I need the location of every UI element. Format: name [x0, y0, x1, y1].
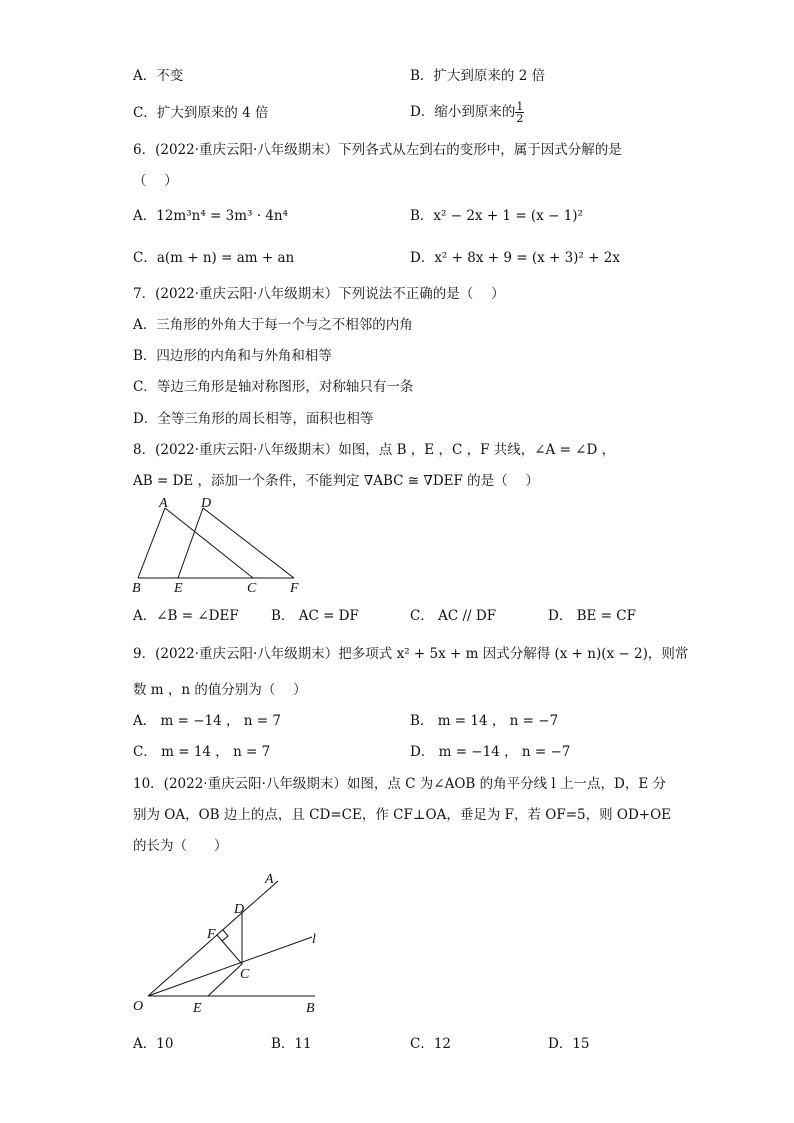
q9-stem-line1: 9．(2022·重庆云阳·八年级期末）把多项式 x² + 5x + m 因式分解得 (x + n)(x − 2)，则常: [133, 646, 689, 662]
label-o: O: [133, 999, 144, 1014]
q8-triangle-figure: [125, 495, 325, 600]
q10-stem-line1: 10．(2022·重庆云阳·八年级期末）如图，点 C 为∠AOB 的角平分线 l 上一点，D，E 分: [133, 776, 667, 792]
segment-ba: [138, 508, 165, 578]
q7-option-d: D．全等三角形的周长相等，面积也相等: [133, 411, 374, 427]
q5-option-d: [410, 101, 524, 124]
segment-ac: [165, 508, 253, 578]
label-b: B: [132, 581, 141, 596]
right-angle-mark: [222, 930, 228, 941]
q8-option-c: C． AC // DF: [410, 608, 497, 624]
q5-option-b: B．扩大到原来的 2 倍: [410, 68, 546, 84]
bisector-l: [148, 937, 312, 996]
q10-option-c: C．12: [410, 1036, 452, 1052]
q10-stem-line3: 的长为（ ）: [133, 838, 228, 854]
q6-stem: 6．(2022·重庆云阳·八年级期末）下列各式从左到右的变形中，属于因式分解的是: [133, 142, 622, 158]
q5-option-c: C．扩大到原来的 4 倍: [133, 105, 269, 121]
q9-option-b: B． m = 14 ， n = −7: [410, 713, 559, 729]
q6-blank: （ ）: [133, 173, 178, 189]
label-e: E: [174, 581, 183, 596]
fraction-numerator: 1: [516, 100, 524, 113]
q6-option-a: A．12m³n⁴ = 3m³ · 4n⁴: [133, 208, 289, 224]
label-c: C: [247, 581, 257, 596]
label-e: E: [193, 1001, 202, 1016]
q9-option-a: A． m = −14 ， n = 7: [133, 713, 281, 729]
label-a: A: [265, 872, 274, 887]
q7-option-c: C．等边三角形是轴对称图形，对称轴只有一条: [133, 379, 414, 395]
q9-option-c: C． m = 14 ， n = 7: [133, 744, 271, 760]
q10-option-d: D．15: [548, 1036, 590, 1052]
q7-option-b: B．四边形的内角和与外角和相等: [133, 348, 332, 364]
label-c: C: [240, 967, 250, 982]
q10-option-a: A．10: [133, 1036, 174, 1052]
q10-stem-line2: 别为 OA，OB 边上的点，且 CD=CE，作 CF⊥OA，垂足为 F，若 OF=5，则 OD+OE: [133, 807, 672, 823]
label-l: l: [312, 932, 316, 947]
q8-option-a: A．∠B = ∠DEF: [133, 608, 239, 624]
label-d: D: [234, 902, 245, 917]
q6-option-d: D．x² + 8x + 9 = (x + 3)² + 2x: [410, 250, 620, 266]
q6-option-b: B．x² − 2x + 1 = (x − 1)²: [410, 208, 583, 224]
q5-option-a: A．不变: [133, 68, 184, 84]
label-d: D: [201, 496, 212, 511]
q8-stem-line1: 8．(2022·重庆云阳·八年级期末）如图，点 B ，E ，C ，F 共线，∠A = ∠D ，: [133, 442, 616, 458]
segment-ed: [178, 508, 203, 578]
fraction-denominator: 2: [516, 112, 524, 125]
q8-stem-line2: AB = DE ，添加一个条件，不能判定 ∇ABC ≅ ∇DEF 的是（ ）: [133, 473, 539, 489]
q5-option-d-fraction: [515, 101, 524, 124]
q9-option-d: D． m = −14 ， n = −7: [410, 744, 571, 760]
q5-option-d-text: D．缩小到原来的: [410, 104, 516, 120]
q10-option-b: B．11: [271, 1036, 312, 1052]
q6-option-c: C．a(m + n) = am + an: [133, 250, 295, 266]
label-b: B: [306, 1001, 315, 1016]
segment-fc: [217, 935, 242, 964]
q7-stem: 7．(2022·重庆云阳·八年级期末）下列说法不正确的是（ ）: [133, 286, 505, 302]
label-f: F: [290, 581, 299, 596]
q8-option-d: D． BE = CF: [548, 608, 636, 624]
label-a: A: [159, 496, 168, 511]
label-f: F: [207, 927, 216, 942]
q7-option-a: A．三角形的外角大于每一个与之不相邻的内角: [133, 317, 413, 333]
q8-option-b: B． AC = DF: [271, 608, 359, 624]
q9-stem-line2: 数 m ，n 的值分别为（ ）: [133, 682, 307, 698]
q10-angle-bisector-figure: [125, 866, 345, 1026]
segment-df: [203, 508, 294, 578]
